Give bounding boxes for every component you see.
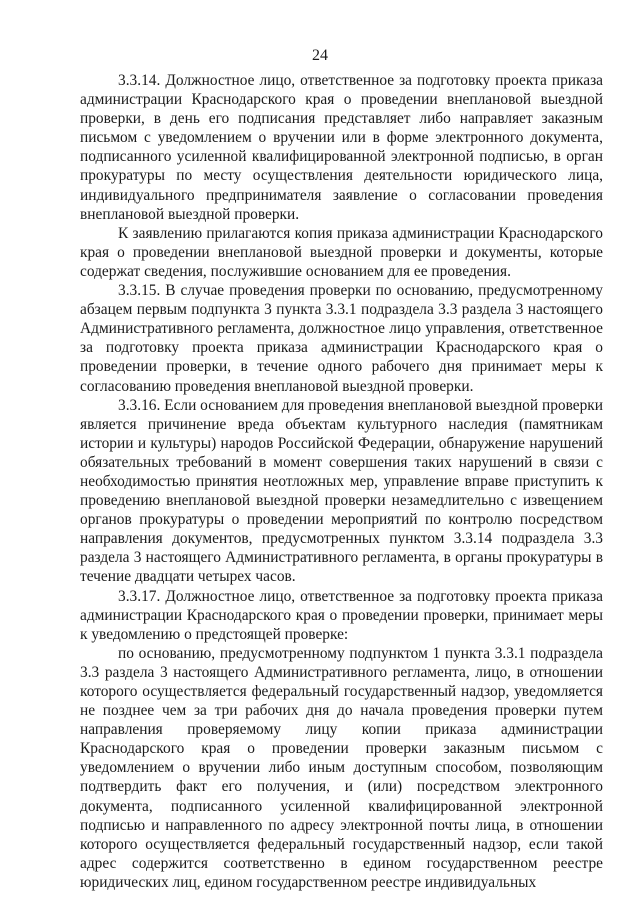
- paragraph-3-3-14: 3.3.14. Должностное лицо, ответственное за подготовку проекта приказа администрации Краснодарского края о проведении внеплановой выездной проверки, в день его подписания представляет либо направляет заказным письмом с уведомлением о вручении или в форме электронного документа, подписанного усиленной квалифицированной электронной подписью, в орган прокуратуры по месту осуществления деятельности юридического лица, индивидуального предпринимателя заявление о согласовании проведения внеплановой выездной проверки.: [80, 72, 603, 223]
- page-number: 24: [312, 47, 328, 64]
- paragraph-3-3-17: 3.3.17. Должностное лицо, ответственное за подготовку проекта приказа администрации Краснодарского края о проведении проверки, принимает меры к уведомлению о предстоящей проверке:: [80, 587, 603, 643]
- document-body: [80, 71, 603, 892]
- paragraph-3-3-16: 3.3.16. Если основанием для проведения внеплановой выездной проверки является причинение вреда объектам культурного наследия (памятникам истории и культуры) народов Российской Федерации, обнаружение нарушений обязательных требований в момент совершения таких нарушений в связи с необходимостью принятия неотложных мер, управление вправе приступить к проведению внеплановой выездной проверки незамедлительно с извещением органов прокуратуры о проведении мероприятий по контролю посредством направления документов, предусмотренных пунктом 3.3.14 подраздела 3.3 раздела 3 настоящего Административного регламента, в органы прокуратуры в течение двадцати четырех часов.: [80, 396, 603, 586]
- paragraph-attachment: К заявлению прилагаются копия приказа администрации Краснодарского края о проведении внеплановой выездной проверки и документы, которые содержат сведения, послужившие основанием для ее проведения.: [80, 224, 603, 280]
- paragraph-notification-basis: по основанию, предусмотренному подпунктом 1 пункта 3.3.1 подраздела 3.3 раздела 3 настоящего Административного регламента, лицо, в отношении которого осуществляется федеральный государственный надзор, уведомляется не позднее чем за три рабочих дня до начала проведения проверки путем направления проверяемому лицу копии приказа администрации Краснодарского края о проведении проверки заказным письмом с уведомлением о вручении либо иным доступным способом, позволяющим подтвердить факт его получения, и (или) посредством электронного документа, подписанного усиленной квалифицированной электронной подписью и направленного по адресу электронной почты лица, в отношении которого осуществляется федеральный государственный надзор, если такой адрес содержится соответственно в едином государственном реестре юридических лиц, едином государственном реестре индивидуальных: [80, 644, 603, 891]
- paragraph-3-3-15: 3.3.15. В случае проведения проверки по основанию, предусмотренному абзацем первым подпункта 3 пункта 3.3.1 подраздела 3.3 раздела 3 настоящего Административного регламента, должностное лицо управления, ответственное за подготовку проекта приказа администрации Краснодарского края о проведении проверки, в течение одного рабочего дня принимает меры к согласованию проведения внеплановой выездной проверки.: [80, 282, 603, 395]
